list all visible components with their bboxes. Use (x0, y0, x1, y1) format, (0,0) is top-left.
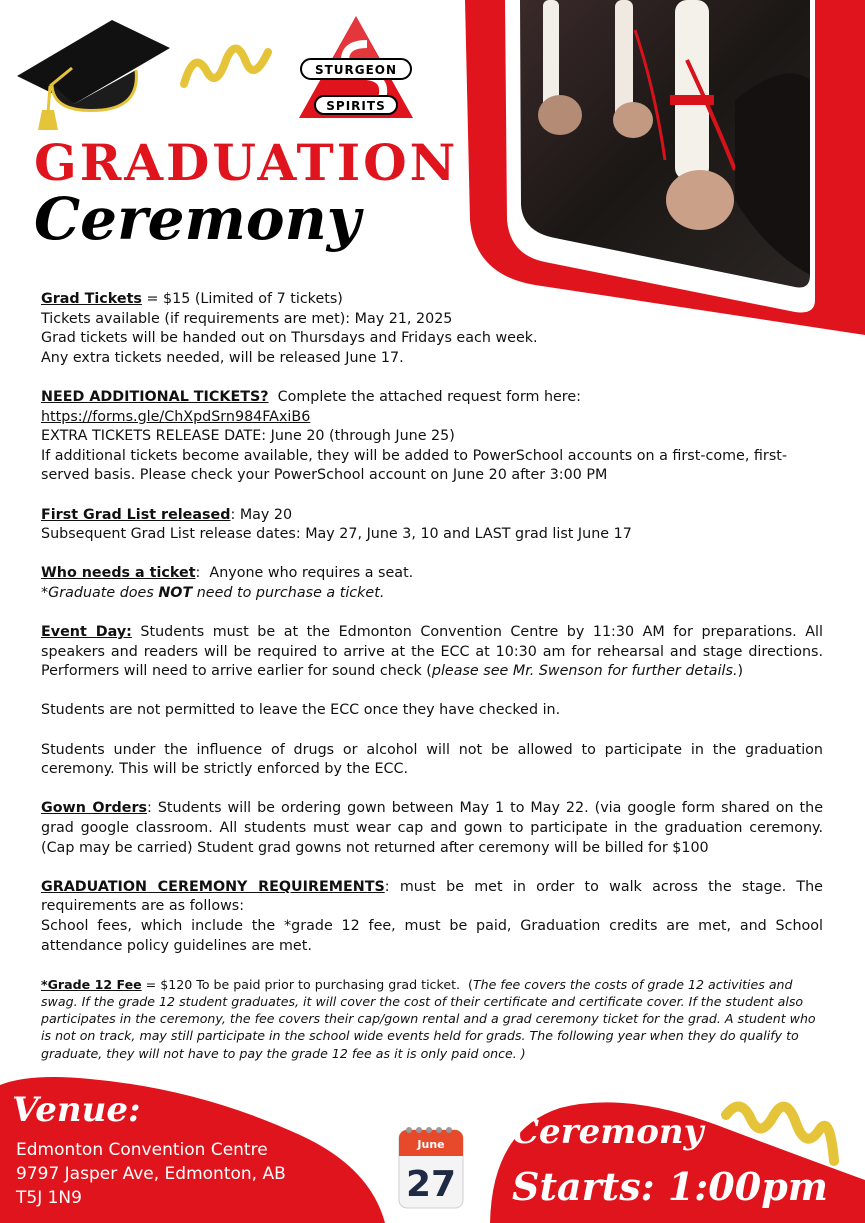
venue-name: Edmonton Convention Centre (16, 1140, 268, 1160)
tickets-section (41, 290, 823, 368)
event-label: Event Day: (41, 624, 132, 641)
ceremony-label: Ceremony (512, 1112, 704, 1152)
school-logo (297, 14, 415, 120)
requirements-detail: School fees, which include the *grade 12 fee, must be paid, Graduation credits are met, and School attendance policy guidelines are met. (41, 918, 823, 954)
event-italic: please see Mr. Swenson for further details. (431, 663, 738, 680)
header-photo-frame (465, 0, 865, 335)
who-note-bold: NOT (158, 584, 193, 601)
venue-title: Venue: (12, 1090, 141, 1130)
tickets-handout: Grad tickets will be handed out on Thursdays and Fridays each week. (41, 330, 538, 347)
who-section (41, 564, 823, 603)
starts-time: Starts: 1:00pm (512, 1164, 828, 1209)
additional-note: If additional tickets become available, they will be added to PowerSchool accounts on a first-come, first-served basis. Please check your PowerSchool account on June 20 after 3:00 PM (41, 447, 788, 484)
gown-section (41, 799, 823, 858)
who-note-post: need to purchase a ticket. (192, 584, 385, 601)
additional-text: Complete the attached request form here: (268, 388, 581, 405)
who-label: Who needs a ticket (41, 565, 196, 582)
extra-release-date: EXTRA TICKETS RELEASE DATE: June 20 (through June 25) (41, 428, 455, 445)
requirements-section (41, 878, 823, 956)
gradlist-subsequent: Subsequent Grad List release dates: May 27, June 3, 10 and LAST grad list June 17 (41, 526, 632, 543)
additional-section (41, 388, 823, 486)
calendar-icon (395, 1118, 467, 1212)
venue-address: 9797 Jasper Ave, Edmonton, AB (16, 1164, 286, 1184)
request-form-link[interactable]: https://forms.gle/ChXpdSrn984FAxiB6 (41, 408, 311, 425)
gradlist-label: First Grad List released (41, 506, 231, 523)
fee-label: *Grade 12 Fee (41, 976, 142, 992)
who-note-pre: *Graduate does (41, 584, 159, 601)
fee-text: = $120 To be paid prior to purchasing grad ticket. ( (141, 976, 473, 992)
influence-note: Students under the influence of drugs or alcohol will not be allowed to participate in the graduation ceremony. This will be strictly enforced by the ECC. (41, 741, 823, 778)
event-section (41, 623, 823, 682)
requirements-label: GRADUATION CEREMONY REQUIREMENTS (41, 878, 385, 895)
tickets-label: Grad Tickets (41, 291, 142, 307)
gradlist-section (41, 506, 823, 545)
info-content (41, 290, 823, 1081)
gown-text: : Students will be ordering gown between May 1 to May 22. (via google form shared on the grad google classroom. All students must wear cap and gown to participate in the graduation ceremony. (Cap may be carried) Student grad gowns not returned after ceremony will be billed for $100 (41, 800, 823, 856)
event-close: ) (737, 663, 744, 680)
title-ceremony: Ceremony (34, 185, 361, 253)
gradlist-date: : May 20 (230, 506, 293, 523)
additional-label: NEED ADDITIONAL TICKETS? (41, 388, 269, 405)
tickets-availability: Tickets available (if requirements are met): May 21, 2025 (41, 310, 453, 327)
venue-postal: T5J 1N9 (16, 1188, 82, 1208)
requirements-text: : must be met in order to walk across the stage. The requirements are as follows: (41, 878, 823, 915)
leave-note: Students are not permitted to leave the ECC once they have checked in. (41, 702, 561, 719)
tickets-extra: Any extra tickets needed, will be released June 17. (41, 349, 404, 366)
graduation-cap-icon (12, 18, 172, 133)
logo-line2: SPIRITS (326, 99, 386, 113)
fee-italic: The fee covers the costs of grade 12 activities and swag. If the grade 12 student graduates, it will cover the cost of their certificate and certificate cover. If the student also participates in the ceremony, the fee covers their cap/gown rental and a grad ceremony ticket for the grad. A student who is not on track, may still participate in the school wide events held for grads. The following year when they do qualify to graduate, they will not have to pay the grade 12 fee as it is only paid once. ) (41, 976, 816, 1061)
gold-ribbon-footer-icon (720, 1095, 840, 1175)
tickets-price: = $15 (Limited of 7 tickets) (141, 291, 343, 307)
gold-ribbon-icon (180, 40, 272, 92)
event-text: Students must be at the Edmonton Convention Centre by 11:30 AM for preparations. All speakers and readers will be required to arrive at the ECC at 10:30 am for rehearsal and stage directions. Performers will need to arrive earlier for sound check ( (41, 624, 823, 680)
calendar-day: 27 (405, 1164, 457, 1205)
who-text: : Anyone who requires a seat. (195, 565, 414, 582)
fee-section (41, 976, 823, 1062)
calendar-month: June (417, 1138, 445, 1151)
logo-line1: STURGEON (314, 63, 398, 77)
gown-label: Gown Orders (41, 800, 148, 817)
title-graduation: GRADUATION (34, 133, 459, 192)
